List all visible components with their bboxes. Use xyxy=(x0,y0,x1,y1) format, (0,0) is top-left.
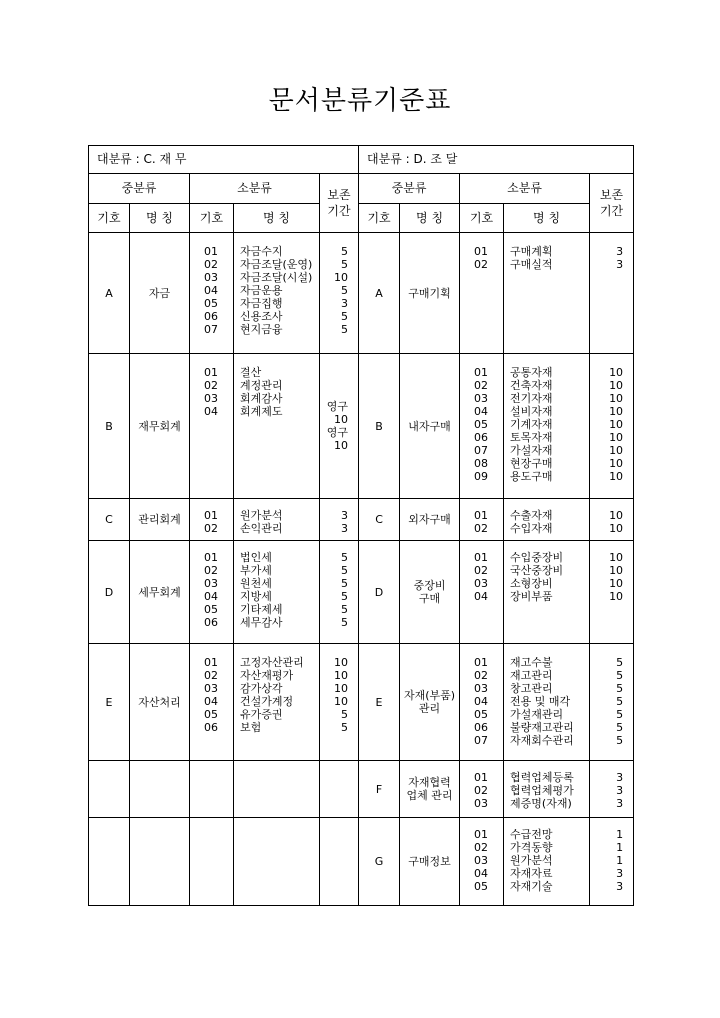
right-sub-code-line: 02 xyxy=(474,784,489,797)
right-middle-name-line: 구매기획 xyxy=(408,286,451,300)
left-keep-period-line: 5 xyxy=(341,245,349,258)
right-sub-names xyxy=(504,761,590,818)
left-keep-period-line: 영구 xyxy=(326,426,349,439)
left-sub-codes-empty xyxy=(190,761,234,818)
right-sub-code-line: 03 xyxy=(474,854,489,867)
left-sub-code-line: 02 xyxy=(204,564,218,577)
left-middle-name-empty xyxy=(130,818,190,906)
left-keep-period-line: 10 xyxy=(334,682,349,695)
right-keep-period-line: 3 xyxy=(616,867,624,880)
left-middle-name: 재무회계 xyxy=(130,354,190,499)
right-sub-names xyxy=(504,499,590,541)
right-sub-name-line: 자재자료 xyxy=(510,867,553,880)
left-sub-name-line: 자금집행 xyxy=(240,297,283,310)
left-keep-period-line: 5 xyxy=(341,284,349,297)
left-keep-period-line: 5 xyxy=(341,708,349,721)
left-keep-period-line: 5 xyxy=(341,310,349,323)
right-sub-name-line: 가설자재 xyxy=(510,444,553,457)
right-sub-code-line: 02 xyxy=(474,841,489,854)
right-keep-period-line: 3 xyxy=(616,245,624,258)
right-sub-code-line: 02 xyxy=(474,258,489,271)
right-keep-periods xyxy=(590,761,634,818)
right-keep-period-line: 10 xyxy=(609,522,624,535)
right-sub-names xyxy=(504,818,590,906)
left-sub-code-line: 03 xyxy=(204,392,218,405)
right-keep-period-line: 3 xyxy=(616,797,624,810)
left-middle-code: D xyxy=(89,541,130,644)
left-keep-period-line: 3 xyxy=(341,522,349,535)
right-sub-name-line: 재고관리 xyxy=(510,669,553,682)
right-sub-code-line: 01 xyxy=(474,771,489,784)
left-sub-names xyxy=(234,499,320,541)
left-sub-code-line: 05 xyxy=(204,708,218,721)
left-sub-code-line: 06 xyxy=(204,721,218,734)
right-sub-code-line: 03 xyxy=(474,392,489,405)
left-sub-code-line: 06 xyxy=(204,310,218,323)
left-keep-period-line: 3 xyxy=(341,509,349,522)
right-sub-code-line: 03 xyxy=(474,682,489,695)
left-sub-name-line: 유가증권 xyxy=(240,708,283,721)
right-middle-code-header: 기호 xyxy=(359,204,400,233)
left-middle-code-empty xyxy=(89,818,130,906)
right-middle-name xyxy=(400,233,460,354)
right-keep-period-line: 10 xyxy=(609,431,624,444)
left-sub-name-line: 결산 xyxy=(240,366,262,379)
right-sub-code-line: 01 xyxy=(474,828,489,841)
right-sub-name-line: 건축자재 xyxy=(510,379,553,392)
right-sub-names xyxy=(504,644,590,761)
right-sub-names xyxy=(504,541,590,644)
right-sub-code-line: 05 xyxy=(474,418,489,431)
left-sub-name-line: 자산재평가 xyxy=(240,669,294,682)
left-keep-period-line: 10 xyxy=(334,669,349,682)
left-sub-name-line: 고정자산관리 xyxy=(240,656,304,669)
left-sub-name-line: 신용조사 xyxy=(240,310,283,323)
left-keep-period-line: 10 xyxy=(334,413,349,426)
left-keep-period-line: 5 xyxy=(341,258,349,271)
left-keep-periods xyxy=(320,354,359,499)
right-keep-period-line: 5 xyxy=(616,669,624,682)
left-keep-periods xyxy=(320,499,359,541)
left-sub-names xyxy=(234,541,320,644)
right-keep-period-line: 10 xyxy=(609,509,624,522)
right-middle-code: D xyxy=(359,541,400,644)
left-middle-code: E xyxy=(89,644,130,761)
right-keep-period-line: 5 xyxy=(616,708,624,721)
left-sub-code-line: 02 xyxy=(204,669,218,682)
left-middle-name: 자금 xyxy=(130,233,190,354)
right-keep-period-line: 1 xyxy=(616,841,624,854)
right-sub-code-line: 01 xyxy=(474,551,489,564)
right-sub-code-line: 03 xyxy=(474,797,489,810)
right-middle-name xyxy=(400,644,460,761)
right-keep-period-line: 5 xyxy=(616,721,624,734)
right-keep-periods xyxy=(590,354,634,499)
left-sub-name-line: 손익관리 xyxy=(240,522,283,535)
right-keep-period-line: 1 xyxy=(616,828,624,841)
left-sub-name-line: 자금조달(시설) xyxy=(240,271,313,284)
left-keep-period-line: 10 xyxy=(334,439,349,452)
left-sub-codes xyxy=(190,233,234,354)
right-middle-name-line: 중장비 xyxy=(413,579,446,592)
right-sub-codes xyxy=(460,354,504,499)
right-sub-code-line: 01 xyxy=(474,656,489,669)
left-sub-name-line: 감가상각 xyxy=(240,682,283,695)
left-middle-name-header: 명 칭 xyxy=(130,204,190,233)
right-keep-period-line: 3 xyxy=(616,258,624,271)
left-sub-code-header: 기호 xyxy=(190,204,234,233)
left-sub-code-line: 07 xyxy=(204,323,218,336)
left-sub-names xyxy=(234,644,320,761)
right-keep-periods xyxy=(590,818,634,906)
right-sub-name-line: 창고관리 xyxy=(510,682,553,695)
right-sub-codes xyxy=(460,233,504,354)
left-sub-name-line: 계정관리 xyxy=(240,379,283,392)
right-sub-name-line: 구매실적 xyxy=(510,258,553,271)
right-sub-code-line: 04 xyxy=(474,695,489,708)
left-sub-names xyxy=(234,233,320,354)
table-row xyxy=(89,644,634,761)
right-sub-name-line: 설비자재 xyxy=(510,405,553,418)
left-sub-name-line: 자금운용 xyxy=(240,284,283,297)
left-sub-code-line: 01 xyxy=(204,509,218,522)
right-sub-code-line: 03 xyxy=(474,577,489,590)
left-sub-names-empty xyxy=(234,818,320,906)
right-sub-name-line: 토목자재 xyxy=(510,431,553,444)
right-sub-code-line: 04 xyxy=(474,867,489,880)
right-middle-name xyxy=(400,541,460,644)
right-sub-header: 소분류 xyxy=(460,174,590,204)
left-sub-name-line: 원가분석 xyxy=(240,509,283,522)
left-keep-period-line: 10 xyxy=(334,656,349,669)
right-sub-name-line: 제증명(자재) xyxy=(510,797,572,810)
right-sub-name-line: 원가분석 xyxy=(510,854,553,867)
left-keep-periods xyxy=(320,644,359,761)
right-sub-name-line: 재고수불 xyxy=(510,656,553,669)
right-sub-name-line: 수입중장비 xyxy=(510,551,564,564)
right-keep-period-line: 10 xyxy=(609,418,624,431)
right-sub-name-line: 수출자재 xyxy=(510,509,553,522)
right-middle-name xyxy=(400,354,460,499)
table-row xyxy=(89,818,634,906)
left-sub-code-line: 02 xyxy=(204,379,218,392)
left-sub-name-line: 회계제도 xyxy=(240,405,283,418)
right-sub-codes xyxy=(460,541,504,644)
right-keep-period-line: 10 xyxy=(609,392,624,405)
left-keep-periods xyxy=(320,541,359,644)
right-middle-name-line: 구매 xyxy=(418,592,441,605)
right-middle-code: B xyxy=(359,354,400,499)
right-sub-name-line: 구매계획 xyxy=(510,245,553,258)
right-middle-code: C xyxy=(359,499,400,541)
left-sub-codes xyxy=(190,499,234,541)
right-sub-code-line: 02 xyxy=(474,669,489,682)
right-sub-code-line: 05 xyxy=(474,708,489,721)
left-sub-code-line: 05 xyxy=(204,297,218,310)
right-sub-name-line: 현장구매 xyxy=(510,457,553,470)
right-keep-period-line: 3 xyxy=(616,771,624,784)
left-sub-code-line: 04 xyxy=(204,405,218,418)
left-keep-periods-empty xyxy=(320,761,359,818)
left-sub-codes xyxy=(190,644,234,761)
right-major-category: 대분류 : D. 조 달 xyxy=(359,146,634,174)
right-middle-name-line: 업체 관리 xyxy=(406,789,453,802)
left-middle-code: B xyxy=(89,354,130,499)
right-keep-period-line: 10 xyxy=(609,379,624,392)
right-sub-name-line: 공통자재 xyxy=(510,366,553,379)
right-sub-code-line: 02 xyxy=(474,564,489,577)
right-sub-name-header: 명 칭 xyxy=(504,204,590,233)
right-sub-code-header: 기호 xyxy=(460,204,504,233)
left-middle-code-empty xyxy=(89,761,130,818)
right-sub-codes xyxy=(460,499,504,541)
right-middle-name-header: 명 칭 xyxy=(400,204,460,233)
left-sub-code-line: 01 xyxy=(204,656,218,669)
right-sub-code-line: 06 xyxy=(474,431,489,444)
left-sub-code-line: 03 xyxy=(204,682,218,695)
left-sub-code-line: 02 xyxy=(204,258,218,271)
right-middle-code: E xyxy=(359,644,400,761)
right-sub-name-line: 용도구매 xyxy=(510,470,553,483)
right-sub-codes xyxy=(460,761,504,818)
right-middle-name-line: 자재(부품) xyxy=(403,689,456,702)
right-sub-code-line: 07 xyxy=(474,734,489,747)
right-sub-name-line: 장비부품 xyxy=(510,590,553,603)
left-sub-name-line: 법인세 xyxy=(240,551,272,564)
right-sub-name-line: 수급전망 xyxy=(510,828,553,841)
left-sub-header: 소분류 xyxy=(190,174,320,204)
left-major-category: 대분류 : C. 재 무 xyxy=(89,146,359,174)
left-sub-code-line: 06 xyxy=(204,616,218,629)
left-sub-code-line: 04 xyxy=(204,284,218,297)
right-middle-name-line: 외자구매 xyxy=(408,513,451,526)
left-sub-code-line: 03 xyxy=(204,577,218,590)
right-middle-name-line: 내자구매 xyxy=(408,419,451,433)
left-sub-code-line: 01 xyxy=(204,366,218,379)
right-keep-period-line: 5 xyxy=(616,682,624,695)
right-sub-name-line: 국산중장비 xyxy=(510,564,564,577)
table-row xyxy=(89,499,634,541)
right-keep-period-line: 1 xyxy=(616,854,624,867)
left-sub-name-line: 기타제세 xyxy=(240,603,283,616)
left-keep-period-line: 3 xyxy=(341,297,349,310)
left-sub-code-line: 03 xyxy=(204,271,218,284)
left-sub-name-line: 회계감사 xyxy=(240,392,283,405)
right-keep-period-line: 10 xyxy=(609,564,624,577)
right-middle-code: F xyxy=(359,761,400,818)
left-sub-codes xyxy=(190,541,234,644)
right-sub-name-line: 가격동향 xyxy=(510,841,553,854)
left-middle-name: 자산처리 xyxy=(130,644,190,761)
right-sub-code-line: 06 xyxy=(474,721,489,734)
right-keep-periods xyxy=(590,541,634,644)
left-middle-code-header: 기호 xyxy=(89,204,130,233)
right-keep-periods xyxy=(590,644,634,761)
left-keep-periods xyxy=(320,233,359,354)
classification-table xyxy=(88,145,634,906)
right-middle-name xyxy=(400,761,460,818)
left-sub-code-line: 01 xyxy=(204,245,218,258)
right-sub-code-line: 07 xyxy=(474,444,489,457)
right-sub-code-line: 01 xyxy=(474,509,489,522)
left-keep-periods-empty xyxy=(320,818,359,906)
right-sub-code-line: 08 xyxy=(474,457,489,470)
left-sub-name-line: 원천세 xyxy=(240,577,272,590)
right-sub-code-line: 04 xyxy=(474,590,489,603)
left-keep-period-line: 5 xyxy=(341,551,349,564)
table-row xyxy=(89,761,634,818)
right-keep-period-line: 10 xyxy=(609,405,624,418)
left-keep-period-line: 10 xyxy=(334,271,349,284)
right-keep-period-line: 10 xyxy=(609,444,624,457)
right-keep-period-line: 5 xyxy=(616,734,624,747)
document-title: 문서분류기준표 xyxy=(268,86,452,116)
right-sub-code-line: 04 xyxy=(474,405,489,418)
left-keep-period-line: 5 xyxy=(341,590,349,603)
right-keep-periods xyxy=(590,233,634,354)
right-sub-code-line: 05 xyxy=(474,880,489,893)
right-keep-period-line: 10 xyxy=(609,457,624,470)
right-sub-names xyxy=(504,233,590,354)
right-middle-header: 중분류 xyxy=(359,174,460,204)
left-sub-name-line: 보험 xyxy=(240,721,262,734)
left-keep-period-line: 영구 xyxy=(326,400,349,413)
right-sub-name-line: 기계자재 xyxy=(510,418,553,431)
right-keep-period-line: 10 xyxy=(609,577,624,590)
right-keep-period-line: 5 xyxy=(616,656,624,669)
left-keep-period-line: 5 xyxy=(341,577,349,590)
left-sub-code-line: 05 xyxy=(204,603,218,616)
right-sub-code-line: 01 xyxy=(474,245,489,258)
right-middle-name-line: 자재협력 xyxy=(408,776,451,789)
left-middle-name-empty xyxy=(130,761,190,818)
right-sub-code-line: 01 xyxy=(474,366,489,379)
left-sub-name-line: 부가세 xyxy=(240,564,272,577)
right-middle-name xyxy=(400,818,460,906)
right-keep-periods xyxy=(590,499,634,541)
right-sub-name-line: 수입자재 xyxy=(510,522,553,535)
right-keep-period-line: 10 xyxy=(609,366,624,379)
right-sub-codes xyxy=(460,818,504,906)
right-keep-period-line: 10 xyxy=(609,551,624,564)
right-sub-codes xyxy=(460,644,504,761)
left-keep-period-line: 5 xyxy=(341,721,349,734)
left-sub-names-empty xyxy=(234,761,320,818)
left-sub-names xyxy=(234,354,320,499)
right-middle-code: A xyxy=(359,233,400,354)
right-sub-code-line: 09 xyxy=(474,470,489,483)
left-middle-header: 중분류 xyxy=(89,174,190,204)
left-sub-name-line: 현지금융 xyxy=(240,323,283,336)
left-sub-name-line: 건설가계정 xyxy=(240,695,294,708)
right-keep-period-line: 10 xyxy=(609,470,624,483)
left-sub-code-line: 04 xyxy=(204,695,218,708)
right-sub-name-line: 전용 및 매각 xyxy=(510,695,571,708)
right-keep-period-line: 10 xyxy=(609,590,624,603)
right-sub-name-line: 전기자재 xyxy=(510,392,553,405)
left-middle-code: C xyxy=(89,499,130,541)
right-sub-names xyxy=(504,354,590,499)
left-sub-name-line: 자금수지 xyxy=(240,245,283,258)
table-row xyxy=(89,233,634,354)
left-keep-period-line: 5 xyxy=(341,603,349,616)
right-keep-period-line: 3 xyxy=(616,880,624,893)
right-sub-name-line: 소형장비 xyxy=(510,577,553,590)
right-sub-name-line: 가설재관리 xyxy=(510,708,564,721)
right-sub-name-line: 협력업체등록 xyxy=(510,771,574,784)
left-sub-codes-empty xyxy=(190,818,234,906)
left-sub-name-header: 명 칭 xyxy=(234,204,320,233)
right-middle-code: G xyxy=(359,818,400,906)
left-keep-period-line: 5 xyxy=(341,616,349,629)
right-keep-period-line: 3 xyxy=(616,784,624,797)
left-keep-period-header: 보존 기간 xyxy=(320,174,359,233)
right-sub-name-line: 협력업체평가 xyxy=(510,784,574,797)
table-row xyxy=(89,541,634,644)
left-sub-name-line: 지방세 xyxy=(240,590,272,603)
left-sub-code-line: 02 xyxy=(204,522,218,535)
left-middle-name: 관리회계 xyxy=(130,499,190,541)
right-sub-name-line: 불량재고관리 xyxy=(510,721,574,734)
right-middle-name-line: 구매정보 xyxy=(408,855,451,868)
left-sub-code-line: 04 xyxy=(204,590,218,603)
left-middle-code: A xyxy=(89,233,130,354)
right-sub-name-line: 자재회수관리 xyxy=(510,734,574,747)
right-middle-name xyxy=(400,499,460,541)
left-sub-codes xyxy=(190,354,234,499)
right-keep-period-header: 보존 기간 xyxy=(590,174,634,233)
table-row xyxy=(89,354,634,499)
right-sub-code-line: 02 xyxy=(474,522,489,535)
left-keep-period-line: 5 xyxy=(341,323,349,336)
right-sub-code-line: 02 xyxy=(474,379,489,392)
left-middle-name: 세무회계 xyxy=(130,541,190,644)
left-sub-name-line: 세무감사 xyxy=(240,616,283,629)
left-keep-period-line: 5 xyxy=(341,564,349,577)
left-keep-period-line: 10 xyxy=(334,695,349,708)
left-sub-name-line: 자금조달(운영) xyxy=(240,258,313,271)
right-sub-name-line: 자재기술 xyxy=(510,880,553,893)
left-sub-code-line: 01 xyxy=(204,551,218,564)
right-keep-period-line: 5 xyxy=(616,695,624,708)
right-middle-name-line: 관리 xyxy=(418,702,441,715)
